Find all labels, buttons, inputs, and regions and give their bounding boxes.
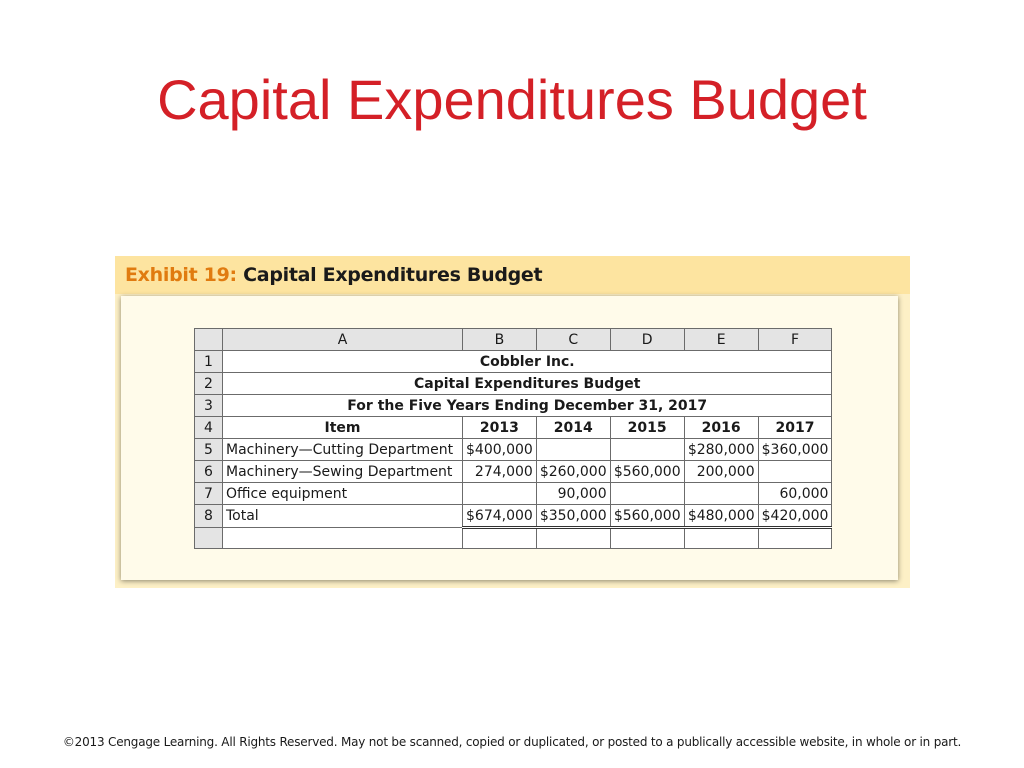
table-row bbox=[195, 351, 832, 373]
row-number: 5 bbox=[195, 439, 223, 461]
row-number: 8 bbox=[195, 505, 223, 528]
row-number: 1 bbox=[195, 351, 223, 373]
column-header-row bbox=[195, 329, 832, 351]
header-2013: 2013 bbox=[463, 417, 537, 439]
total-2016: $480,000 bbox=[684, 505, 758, 528]
header-item: Item bbox=[223, 417, 463, 439]
slide-title: Capital Expenditures Budget bbox=[157, 68, 867, 131]
item-cell: Office equipment bbox=[223, 483, 463, 505]
empty-cell bbox=[463, 528, 537, 549]
report-title: Capital Expenditures Budget bbox=[223, 373, 832, 395]
value-2017: 60,000 bbox=[758, 483, 832, 505]
value-2015: $560,000 bbox=[610, 461, 684, 483]
total-row bbox=[195, 505, 832, 528]
item-cell: Machinery—Sewing Department bbox=[223, 461, 463, 483]
blank-row bbox=[195, 528, 832, 549]
corner-cell bbox=[195, 329, 223, 351]
total-2015: $560,000 bbox=[610, 505, 684, 528]
empty-cell bbox=[610, 528, 684, 549]
table-row bbox=[195, 483, 832, 505]
value-2014: $260,000 bbox=[536, 461, 610, 483]
empty-cell bbox=[223, 528, 463, 549]
empty-cell bbox=[536, 528, 610, 549]
table-row bbox=[195, 395, 832, 417]
copyright-footer: ©2013 Cengage Learning. All Rights Reserved. May not be scanned, copied or duplicated, or posted to a publically accessible website, in whole or in part. bbox=[62, 735, 962, 749]
value-2017 bbox=[758, 461, 832, 483]
value-2013: 274,000 bbox=[463, 461, 537, 483]
header-2014: 2014 bbox=[536, 417, 610, 439]
row-number: 7 bbox=[195, 483, 223, 505]
column-header-e: E bbox=[684, 329, 758, 351]
header-2015: 2015 bbox=[610, 417, 684, 439]
row-number: 4 bbox=[195, 417, 223, 439]
value-2016: 200,000 bbox=[684, 461, 758, 483]
column-header-b: B bbox=[463, 329, 537, 351]
report-period: For the Five Years Ending December 31, 2017 bbox=[223, 395, 832, 417]
item-cell: Total bbox=[223, 505, 463, 528]
value-2016 bbox=[684, 483, 758, 505]
table-header-row bbox=[195, 417, 832, 439]
item-cell: Machinery—Cutting Department bbox=[223, 439, 463, 461]
value-2015 bbox=[610, 483, 684, 505]
row-number bbox=[195, 528, 223, 549]
row-number: 3 bbox=[195, 395, 223, 417]
row-number: 6 bbox=[195, 461, 223, 483]
column-header-c: C bbox=[536, 329, 610, 351]
company-name: Cobbler Inc. bbox=[223, 351, 832, 373]
value-2014 bbox=[536, 439, 610, 461]
value-2014: 90,000 bbox=[536, 483, 610, 505]
empty-cell bbox=[684, 528, 758, 549]
exhibit-label: Exhibit 19: bbox=[125, 264, 237, 286]
exhibit-title: Capital Expenditures Budget bbox=[243, 264, 543, 286]
value-2013 bbox=[463, 483, 537, 505]
column-header-d: D bbox=[610, 329, 684, 351]
total-2013: $674,000 bbox=[463, 505, 537, 528]
header-2016: 2016 bbox=[684, 417, 758, 439]
total-2017: $420,000 bbox=[758, 505, 832, 528]
table-row bbox=[195, 439, 832, 461]
row-number: 2 bbox=[195, 373, 223, 395]
total-2014: $350,000 bbox=[536, 505, 610, 528]
exhibit-caption bbox=[125, 264, 542, 286]
column-header-a: A bbox=[223, 329, 463, 351]
value-2015 bbox=[610, 439, 684, 461]
spreadsheet-table bbox=[194, 328, 832, 549]
table-row bbox=[195, 373, 832, 395]
exhibit-header bbox=[115, 256, 910, 294]
value-2017: $360,000 bbox=[758, 439, 832, 461]
value-2016: $280,000 bbox=[684, 439, 758, 461]
header-2017: 2017 bbox=[758, 417, 832, 439]
table-row bbox=[195, 461, 832, 483]
value-2013: $400,000 bbox=[463, 439, 537, 461]
column-header-f: F bbox=[758, 329, 832, 351]
empty-cell bbox=[758, 528, 832, 549]
